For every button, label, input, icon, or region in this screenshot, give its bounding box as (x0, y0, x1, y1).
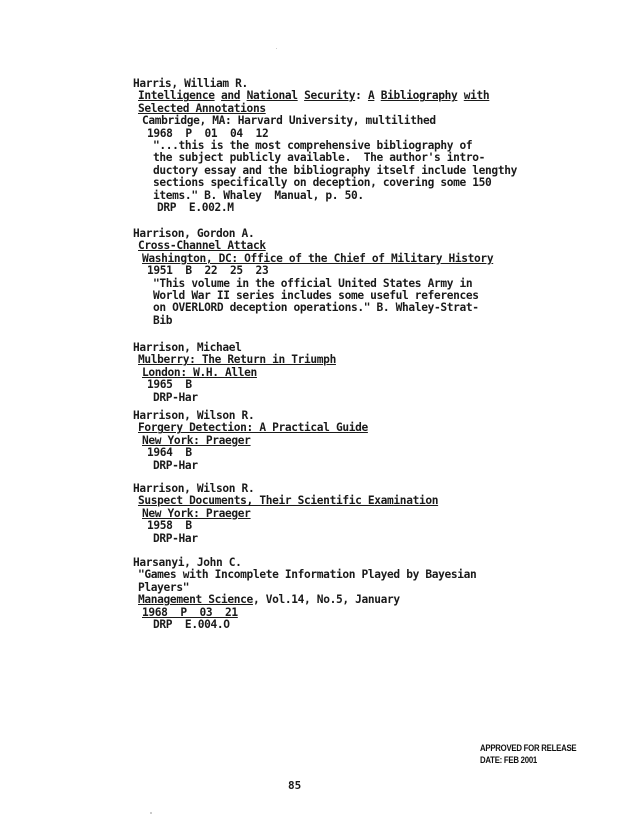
entry-publisher: New York: Praeger (142, 506, 251, 520)
entry-publisher: New York: Praeger (142, 433, 251, 447)
entry-note-line: ductory essay and the bibliography itself include lengthy (153, 163, 517, 177)
entry-title: Suspect Documents, Their Scientific Examination (138, 494, 439, 508)
entry-note-line: Bib (153, 313, 173, 327)
entry-code: 1968 P 03 21 (142, 605, 238, 619)
entry-code: 1968 P 01 04 12 (147, 126, 269, 140)
approval-date: DATE: FEB 2001 (480, 755, 538, 766)
entry-note-line: items." B. Whaley Manual, p. 50. (153, 188, 364, 202)
bibliography-entry (133, 557, 553, 631)
entry-author: Harrison, Michael (133, 341, 242, 354)
bibliography-entry (133, 78, 553, 214)
entry-title: Mulberry: The Return in Triumph (138, 353, 336, 367)
entry-code: 1951 B 22 25 23 (147, 264, 269, 278)
entry-author: Harris, William R. (133, 77, 248, 90)
entry-journal: Management Science, Vol.14, No.5, January (138, 593, 400, 607)
entry-code: 1958 B (147, 519, 192, 533)
entry-note-line: World War II series includes some useful references (153, 289, 479, 303)
entry-location: DRP E.002.M (157, 201, 234, 215)
entry-publisher: London: W.H. Allen (142, 365, 257, 379)
entry-publisher: Washington, DC: Office of the Chief of Military History (142, 251, 494, 265)
bibliography-entry (133, 410, 553, 472)
entry-author: Harrison, Gordon A. (133, 227, 255, 240)
entry-note-line: "...this is the most comprehensive bibliography of (153, 139, 473, 153)
page-number: 85 (288, 779, 302, 792)
entry-publisher: Cambridge, MA: Harvard University, multilithed (142, 114, 436, 128)
entry-note-line: the subject publicly available. The author's intro- (153, 151, 486, 165)
scan-speck (276, 48, 277, 49)
entry-location: DRP-Har (153, 531, 198, 545)
entry-location: DRP-Har (153, 390, 198, 404)
approval-line: APPROVED FOR RELEASE (480, 743, 577, 754)
entry-location: DRP E.004.O (153, 618, 230, 632)
entry-title-continued: Selected Annotations (138, 101, 266, 115)
entry-author: Harrison, Wilson R. (133, 409, 255, 422)
entry-article-title-continued: Players" (138, 580, 190, 594)
entry-article-title: "Games with Incomplete Information Played by Bayesian (138, 568, 477, 582)
entry-title: Forgery Detection: A Practical Guide (138, 421, 368, 435)
entry-title: Cross-Channel Attack (138, 239, 266, 253)
entry-note-line: on OVERLORD deception operations." B. Whaley-Strat- (153, 301, 479, 315)
entry-author: Harrison, Wilson R. (133, 482, 255, 495)
entry-author: Harsanyi, John C. (133, 556, 242, 569)
scan-speck (150, 812, 152, 814)
approval-stamp (480, 743, 576, 767)
entry-note-line: sections specifically on deception, covering some 150 (153, 176, 492, 190)
entry-note-line: "This volume in the official United States Army in (153, 276, 473, 290)
entry-location: DRP-Har (153, 458, 198, 472)
bibliography-entry (133, 228, 553, 327)
entry-code: 1965 B (147, 378, 192, 392)
bibliography-entry (133, 483, 553, 545)
entry-code: 1964 B (147, 446, 192, 460)
bibliography-entry (133, 342, 553, 404)
entry-title: Intelligence and National Security: A Bibliography with (138, 89, 490, 103)
